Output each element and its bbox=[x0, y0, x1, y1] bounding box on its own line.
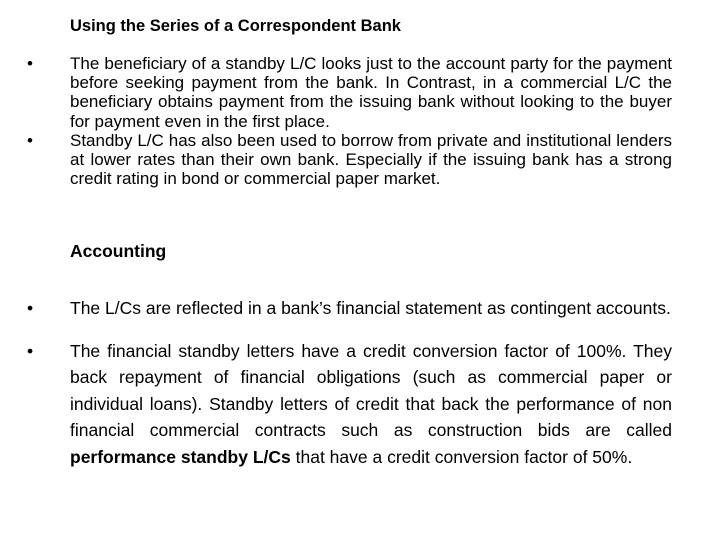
bullet-text-before: The financial standby letters have a credit conversion factor of 100%. They back repayment of financial obligations (such as commercial paper or individual loans). Standby letters of credit that back the performance of non financial commercial contracts such as construction bids are called bbox=[70, 340, 672, 440]
bullet-icon: • bbox=[27, 340, 34, 361]
bullet-text: The L/Cs are reflected in a bank’s financial statement as contingent accounts. bbox=[70, 298, 671, 318]
correspondent-bank-bullet-list bbox=[0, 54, 720, 188]
section-heading-accounting: Accounting bbox=[70, 241, 167, 261]
list-item bbox=[0, 338, 672, 471]
bullet-text-after: that have a credit conversion factor of 50%. bbox=[290, 446, 633, 467]
list-item bbox=[0, 131, 672, 189]
bullet-icon: • bbox=[27, 54, 33, 73]
list-item bbox=[0, 54, 672, 131]
bullet-icon: • bbox=[27, 130, 33, 150]
bullet-text: Standby L/C has also been used to borrow from private and institutional lenders at lower rates than their own bank. Especially if the issuing bank has a strong credit rating in bond or commercial paper market. bbox=[70, 130, 672, 189]
bold-term: performance standby L/Cs bbox=[70, 446, 291, 467]
section-heading-correspondent-bank: Using the Series of a Correspondent Bank bbox=[70, 17, 401, 35]
bullet-icon: • bbox=[27, 298, 34, 318]
list-item bbox=[0, 295, 672, 322]
accounting-bullet-list bbox=[0, 295, 720, 470]
bullet-text: The beneficiary of a standby L/C looks just to the account party for the payment before seeking payment from the bank. In Contrast, in a commercial L/C the beneficiary obtains payment from the issuing bank without looking to the buyer for payment even in the first place. bbox=[70, 54, 672, 131]
